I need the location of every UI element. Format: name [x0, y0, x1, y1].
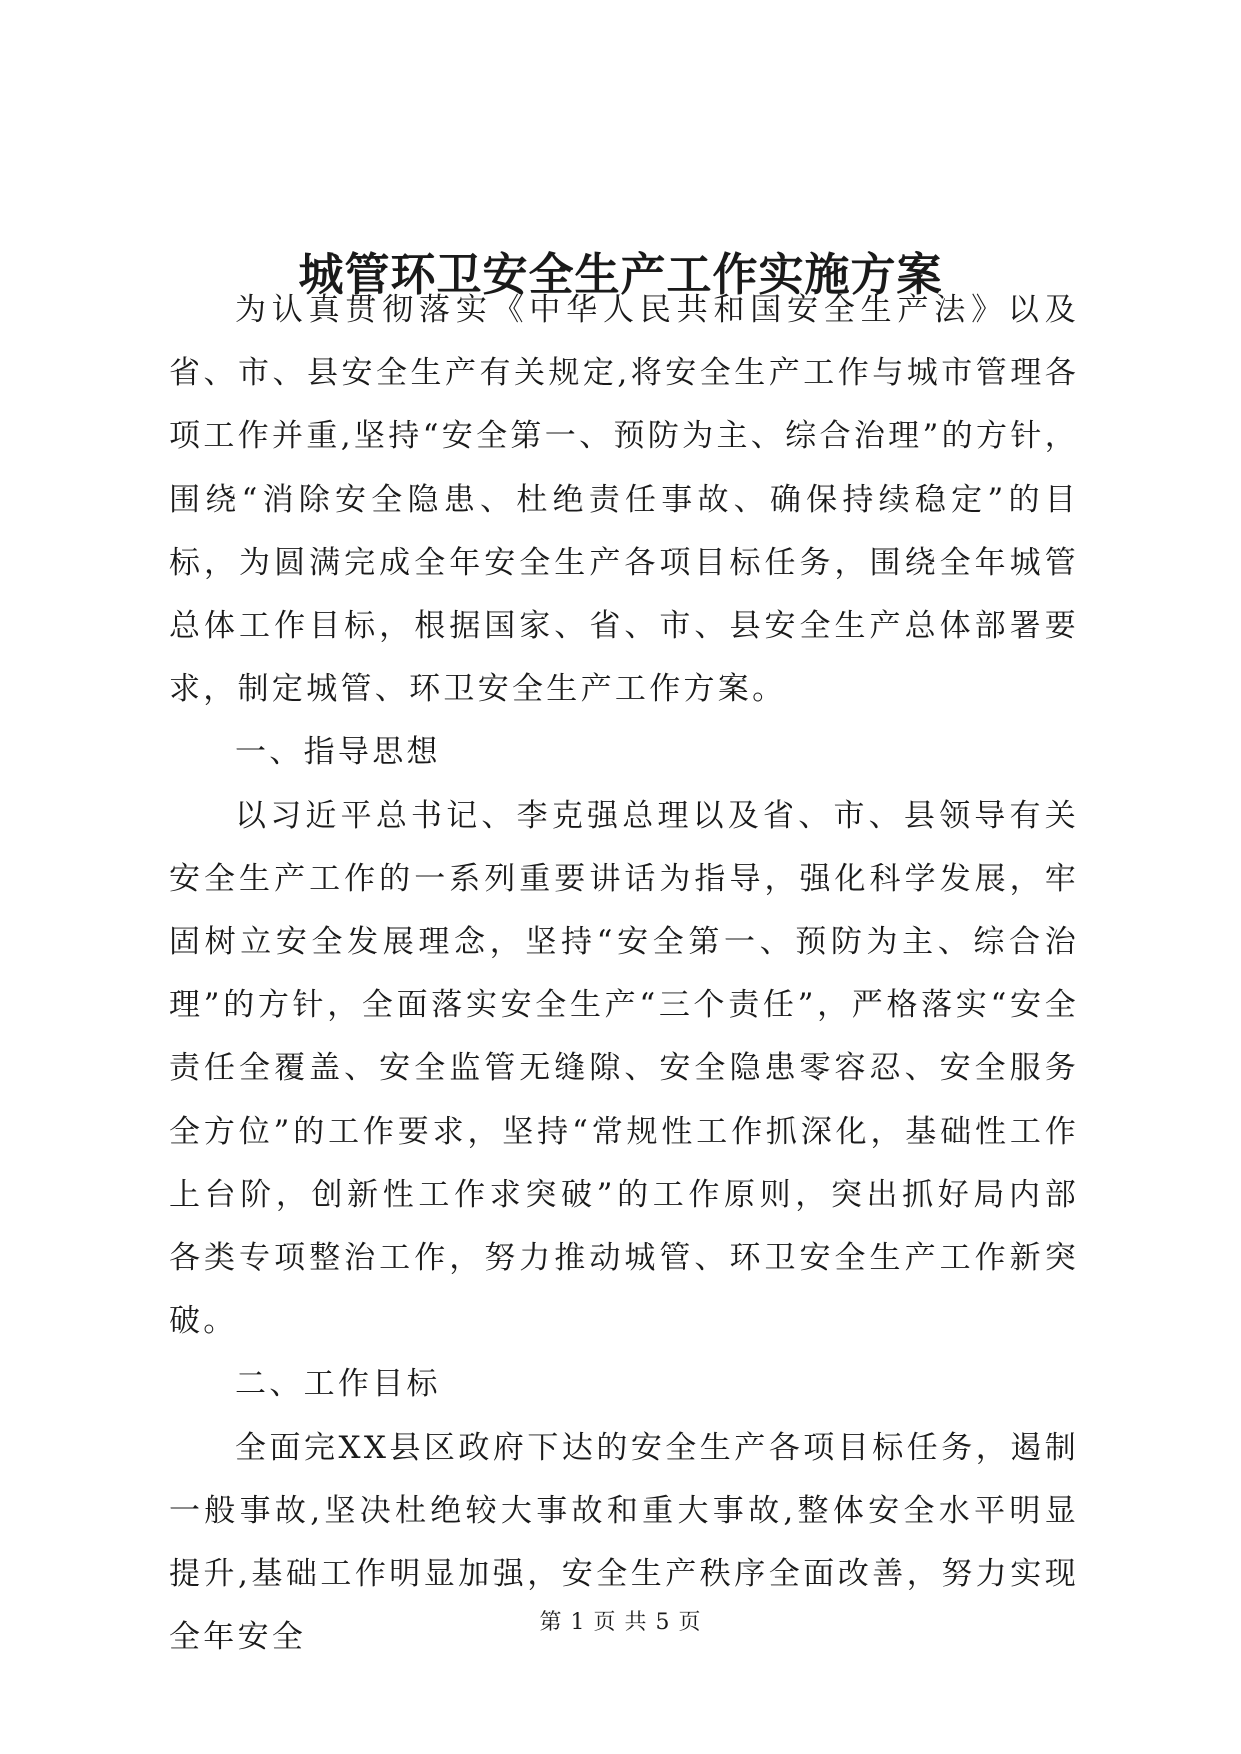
paragraph-work-goals: 全面完XX县区政府下达的安全生产各项目标任务，遏制一般事故,坚决杜绝较大事故和重大事故,整体安全水平明显提升,基础工作明显加强，安全生产秩序全面改善，努力实现全年安全	[169, 1429, 1079, 1656]
document-body	[169, 279, 1079, 1669]
document-title: 城管环卫安全生产工作实施方案	[298, 248, 943, 302]
paragraph-intro: 为认真贯彻落实《中华人民共和国安全生产法》以及省、市、县安全生产有关规定,将安全生产工作与城市管理各项工作并重,坚持“安全第一、预防为主、综合治理”的方针，围绕“消除安全隐患、杜绝责任事故、确保持续稳定”的目标，为圆满完成全年安全生产各项目标任务，围绕全年城管总体工作目标，根据国家、省、市、县安全生产总体部署要求，制定城管、环卫安全生产工作方案。	[169, 292, 1079, 708]
section-heading-guiding-ideology: 一、指导思想	[235, 734, 441, 771]
page-number-footer: 第 1 页 共 5 页	[539, 1610, 702, 1635]
paragraph-guiding-ideology: 以习近平总书记、李克强总理以及省、市、县领导有关安全生产工作的一系列重要讲话为指导，强化科学发展，牢固树立安全发展理念，坚持“安全第一、预防为主、综合治理”的方针，全面落实安全生产“三个责任”，严格落实“安全责任全覆盖、安全监管无缝隙、安全隐患零容忍、安全服务全方位”的工作要求，坚持“常规性工作抓深化，基础性工作上台阶，创新性工作求突破”的工作原则，突出抓好局内部各类专项整治工作，努力推动城管、环卫安全生产工作新突破。	[169, 797, 1079, 1340]
section-heading-work-goals: 二、工作目标	[235, 1366, 441, 1403]
